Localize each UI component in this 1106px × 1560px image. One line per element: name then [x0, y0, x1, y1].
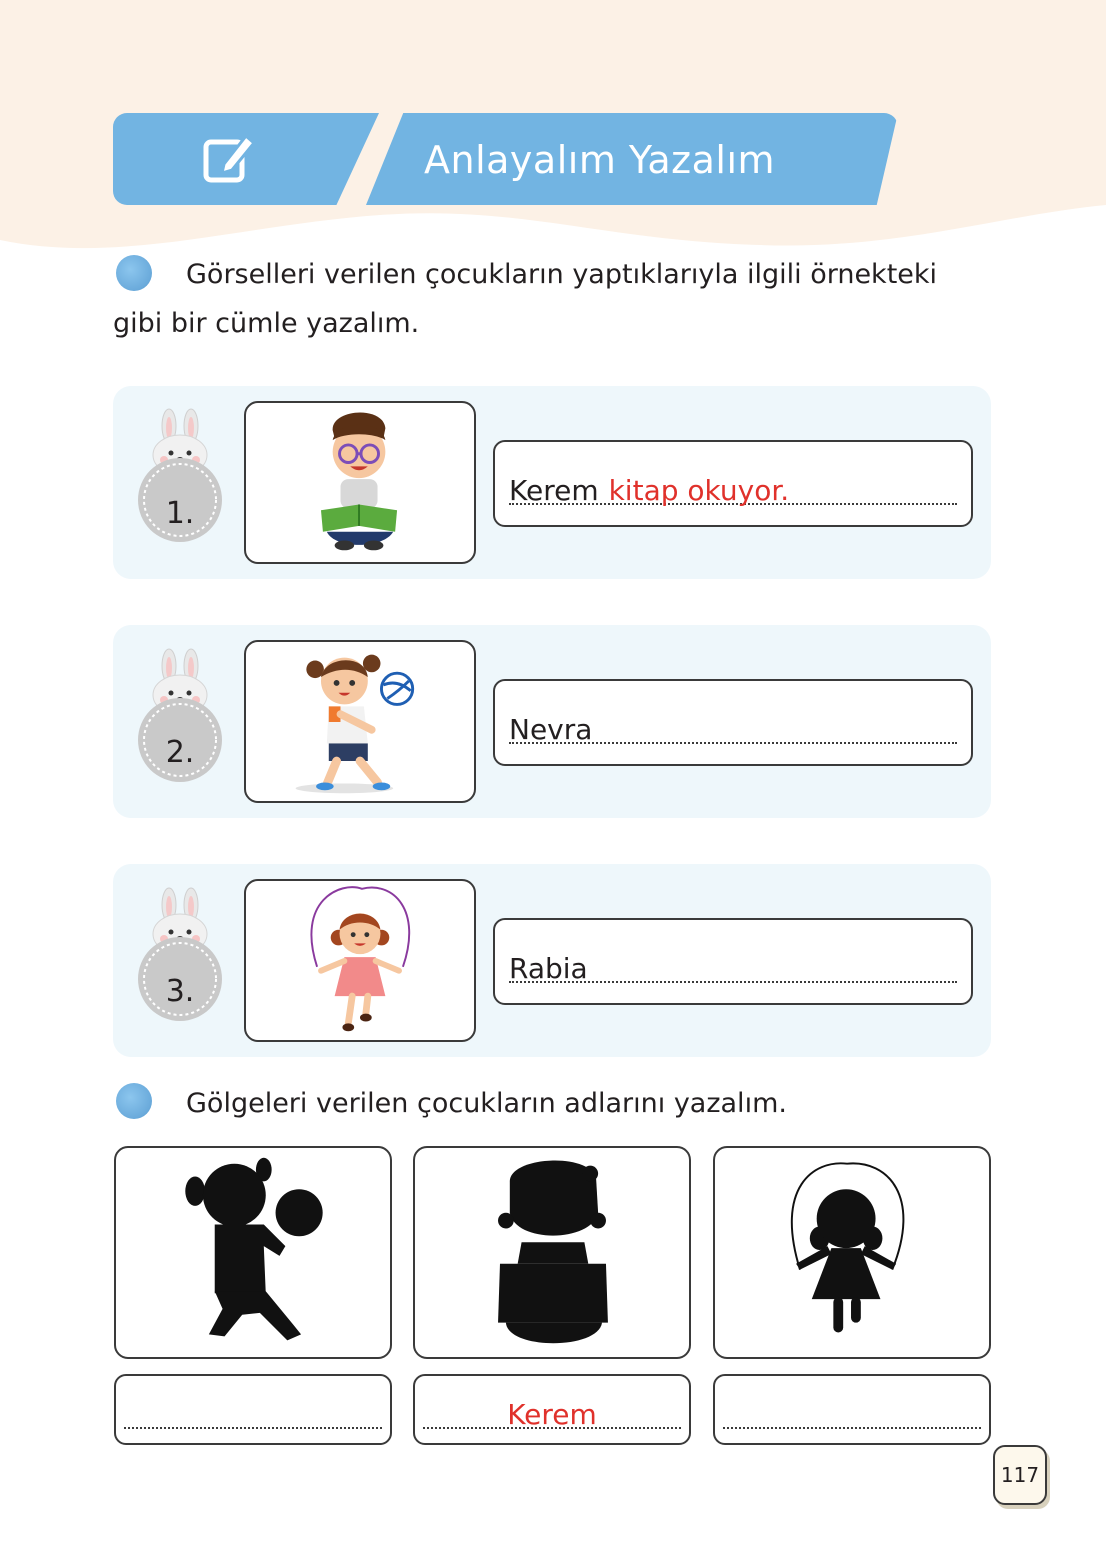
sample-answer: kitap okuyor.: [608, 474, 790, 507]
picture-box-kerem: [244, 401, 476, 564]
girl-jump-rope-illustration: [246, 881, 474, 1040]
bullet-1: [116, 255, 152, 291]
name-answer-box-3[interactable]: [713, 1374, 991, 1445]
child-name: Kerem: [509, 474, 599, 507]
page-title: Anlayalım Yazalım: [424, 138, 776, 182]
shadow-box-3: [713, 1146, 991, 1359]
item-number: 3.: [165, 974, 195, 1009]
boy-reading-illustration: [246, 403, 474, 562]
picture-box-rabia: [244, 879, 476, 1042]
sentence-text: [509, 952, 598, 985]
writing-line: [723, 1427, 981, 1429]
item-number: 1.: [165, 496, 195, 531]
sentence-box-1[interactable]: [493, 440, 973, 527]
girl-jump-rope-silhouette: [715, 1148, 989, 1357]
instruction-1-line1: Görselleri verilen çocukların yaptıklarıyla ilgili örnekteki: [186, 259, 938, 290]
picture-box-nevra: [244, 640, 476, 803]
edit-icon: [198, 128, 258, 188]
name-answer: Kerem: [507, 1398, 597, 1431]
item-number: 2.: [165, 735, 195, 770]
sentence-box-3[interactable]: [493, 918, 973, 1005]
name-answer-box-2[interactable]: [413, 1374, 691, 1445]
bullet-2: [116, 1083, 152, 1119]
sentence-text: [509, 713, 602, 746]
child-name: Nevra: [509, 713, 593, 746]
child-name: Rabia: [509, 952, 588, 985]
sentence-box-2[interactable]: [493, 679, 973, 766]
shadow-box-1: [114, 1146, 392, 1359]
shadow-box-2: [413, 1146, 691, 1359]
girl-volleyball-silhouette: [116, 1148, 390, 1357]
instruction-2: Gölgeleri verilen çocukların adlarını yazalım.: [186, 1088, 787, 1119]
writing-line: [124, 1427, 382, 1429]
page-number: 117: [993, 1445, 1047, 1505]
instruction-1-line2: gibi bir cümle yazalım.: [113, 308, 420, 339]
boy-reading-silhouette: [415, 1148, 689, 1357]
sentence-text: [509, 474, 789, 507]
name-answer-box-1[interactable]: [114, 1374, 392, 1445]
girl-volleyball-illustration: [246, 642, 474, 801]
